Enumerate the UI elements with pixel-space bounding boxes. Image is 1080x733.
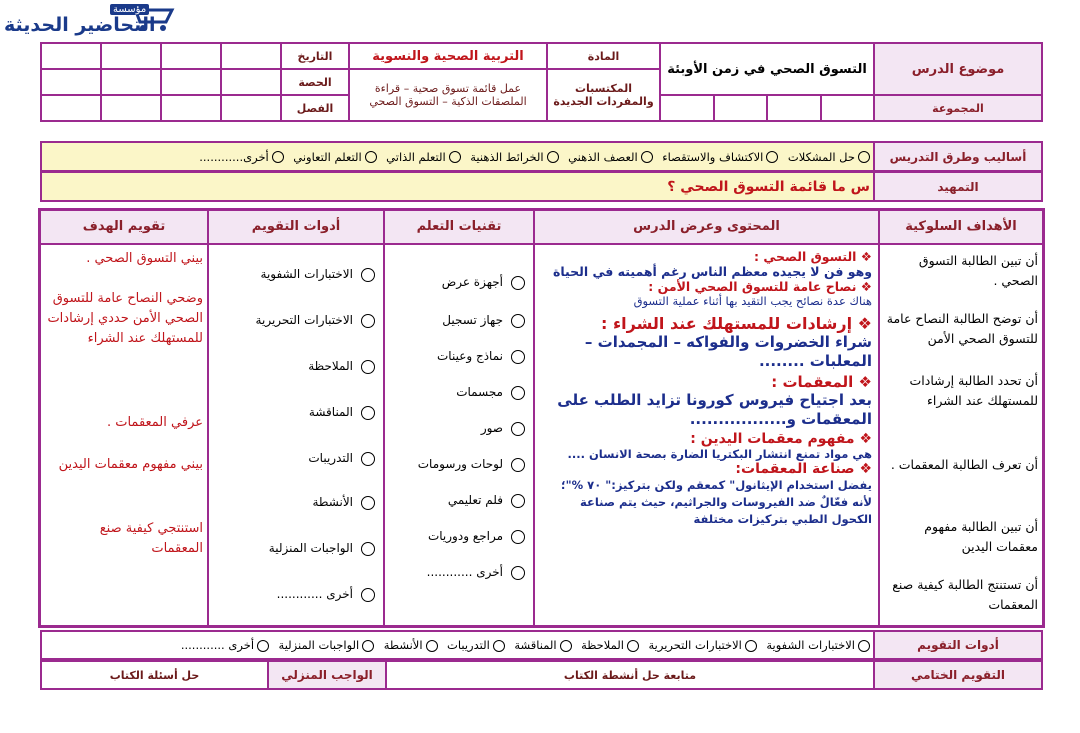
method-option[interactable]: الاكتشاف والاستقصاء <box>662 150 778 164</box>
radio-icon <box>362 640 374 652</box>
date-cell-2[interactable] <box>161 43 221 69</box>
date-cell-4[interactable] <box>41 43 101 69</box>
tool-option[interactable]: الواجبات المنزلية <box>269 541 375 556</box>
radio-icon <box>493 640 505 652</box>
radio-icon <box>511 458 525 472</box>
lesson-content <box>539 249 872 528</box>
goals-column <box>878 211 1042 625</box>
period-cell-1[interactable] <box>221 69 281 95</box>
goal-item: أن تعرف الطالبة المعقمات . <box>890 457 1038 472</box>
tool-option[interactable]: الملاحظة <box>308 359 375 374</box>
content-column <box>533 211 878 625</box>
group-cell-2[interactable] <box>767 95 821 121</box>
radio-icon <box>361 542 375 556</box>
lesson-info-table <box>40 42 1043 122</box>
radio-icon <box>511 530 525 544</box>
intro-label: التمهيد <box>874 172 1042 201</box>
tech-option[interactable]: صور <box>481 421 525 436</box>
eval-tool-option[interactable]: أخرى ............ <box>181 638 269 652</box>
radio-icon <box>426 640 438 652</box>
class-cell-1[interactable] <box>221 95 281 121</box>
content-text: وهو فن لا يجيده معظم الناس رغم أهميته في الحياة <box>552 264 872 279</box>
logo <box>0 0 180 42</box>
goal-item: أن تبين الطالبة مفهوم معقمات اليدين <box>924 519 1038 554</box>
content-heading: ❖ نصاح عامة للتسوق الصحي الأمن : <box>648 279 872 294</box>
tech-option[interactable]: فلم تعليمي <box>448 493 525 508</box>
method-option[interactable]: حل المشكلات <box>788 150 870 164</box>
acquisitions-label: المكتسبات والمفردات الجديدة <box>547 69 660 121</box>
radio-icon <box>858 640 870 652</box>
methods-table <box>40 141 1043 172</box>
group-cell-1[interactable] <box>821 95 875 121</box>
period-cell-4[interactable] <box>41 69 101 95</box>
radio-icon <box>361 360 375 374</box>
final-eval-value: متابعة حل أنشطة الكتاب <box>386 661 874 689</box>
tools-column <box>207 211 383 625</box>
eval-header: تقويم الهدف <box>41 211 207 245</box>
final-eval-label: التقويم الختامي <box>874 661 1042 689</box>
eval-item: بيني التسوق الصحي . <box>86 251 203 266</box>
logo-title: التحاضير الحديثة <box>4 14 156 36</box>
tech-option[interactable]: أخرى ............ <box>427 565 525 580</box>
goal-item: أن توضح الطالبة النصاح عامة للتسوق الصحي الأمن <box>886 311 1038 346</box>
tool-option[interactable]: الأنشطة <box>313 495 376 510</box>
method-option[interactable]: التعلم التعاوني <box>293 150 376 164</box>
tech-header: تقنيات التعلم <box>385 211 533 245</box>
group-label: المجموعة <box>874 95 1042 121</box>
group-cell-4[interactable] <box>660 95 714 121</box>
eval-tool-option[interactable]: الواجبات المنزلية <box>279 638 375 652</box>
radio-icon <box>361 406 375 420</box>
homework-label: الواجب المنزلي <box>268 661 386 689</box>
method-option[interactable]: العصف الذهني <box>568 150 653 164</box>
radio-icon <box>511 494 525 508</box>
acquisitions-value: عمل قائمة تسوق صحية – قراءة الملصقات الذكية – التسوق الصحي <box>349 69 547 121</box>
eval-tool-option[interactable]: التدريبات <box>447 638 505 652</box>
homework-value: حل أسئلة الكتاب <box>41 661 268 689</box>
date-cell-1[interactable] <box>221 43 281 69</box>
tech-option[interactable]: أجهزة عرض <box>442 275 525 290</box>
radio-icon <box>511 386 525 400</box>
eval-tool-option[interactable]: الأنشطة <box>384 638 438 652</box>
eval-tool-option[interactable]: الاختبارات التحريرية <box>648 638 756 652</box>
eval-item: عرفي المعقمات . <box>106 415 203 430</box>
class-label: الفصل <box>281 95 349 121</box>
content-text: يفضل استخدام الإيثانول" كمعقم ولكن بتركيز:" ٧٠ %"؛ لأنه فعّالٌ ضد الفيروسات والجراثيم، حيث يتم صناعة الكحول الطبي بتركيزات مختلفة <box>561 478 872 526</box>
goal-item: أن تستنتج الطالبة كيفية صنع المعقمات <box>892 577 1038 612</box>
eval-tools-options <box>41 631 874 659</box>
eval-tools-table <box>40 630 1043 660</box>
method-option[interactable]: أخرى............ <box>199 150 284 164</box>
intro-question: س ما قائمة التسوق الصحي ؟ <box>41 172 874 201</box>
eval-tool-option[interactable]: الاختبارات الشفوية <box>766 638 870 652</box>
content-text: هي مواد تمنع انتشار البكتريا الضارة بصحة الانسان .... <box>567 447 872 461</box>
subject-label: المادة <box>547 43 660 69</box>
date-label: التاريخ <box>281 43 349 69</box>
radio-icon <box>560 640 572 652</box>
radio-icon <box>361 588 375 602</box>
subject-value: التربية الصحية والنسوية <box>349 43 547 69</box>
tech-option[interactable]: مجسمات <box>456 385 525 400</box>
period-cell-3[interactable] <box>101 69 161 95</box>
radio-icon <box>627 640 639 652</box>
radio-icon <box>511 566 525 580</box>
eval-item: وضحي النصاح عامة للتسوق الصحي الأمن حددي إرشادات للمستهلك عند الشراء <box>47 291 203 346</box>
radio-icon <box>641 151 653 163</box>
radio-icon <box>511 422 525 436</box>
tools-header: أدوات التقويم <box>209 211 383 245</box>
class-cell-4[interactable] <box>41 95 101 121</box>
radio-icon <box>511 350 525 364</box>
goal-item: أن تحدد الطالبة إرشادات للمستهلك عند الشراء <box>909 373 1038 408</box>
content-heading: ❖ المعقمات : <box>771 373 872 391</box>
content-text: شراء الخضروات والفواكه – المجمدات – المعلبات ........ <box>584 333 872 370</box>
radio-icon <box>361 268 375 282</box>
lesson-title: التسوق الصحي في زمن الأوبئة <box>660 43 874 95</box>
tech-option[interactable]: مراجع ودوريات <box>428 529 525 544</box>
radio-icon <box>272 151 284 163</box>
final-eval-table <box>40 660 1043 690</box>
radio-icon <box>745 640 757 652</box>
group-cell-3[interactable] <box>714 95 768 121</box>
content-heading: ❖ التسوق الصحي : <box>753 249 872 264</box>
tool-option[interactable]: التدريبات <box>308 451 375 466</box>
class-cell-3[interactable] <box>101 95 161 121</box>
goals-header: الأهداف السلوكية <box>880 211 1042 245</box>
radio-icon <box>257 640 269 652</box>
date-cell-3[interactable] <box>101 43 161 69</box>
tool-option[interactable]: أخرى ............ <box>277 587 375 602</box>
tool-option[interactable]: المناقشة <box>309 405 375 420</box>
methods-label: أساليب وطرق التدريس <box>874 142 1042 171</box>
radio-icon <box>449 151 461 163</box>
eval-tool-option[interactable]: المناقشة <box>514 638 571 652</box>
content-text: هناك عدة نصائح يجب التقيد بها أثناء عملية التسوق <box>633 294 872 308</box>
radio-icon <box>361 452 375 466</box>
radio-icon <box>511 314 525 328</box>
radio-icon <box>361 314 375 328</box>
period-cell-2[interactable] <box>161 69 221 95</box>
eval-item: استنتجي كيفية صنع المعقمات <box>99 521 203 556</box>
goal-item: أن تبين الطالبة التسوق الصحي . <box>918 253 1038 288</box>
tool-option[interactable]: الاختبارات الشفوية <box>261 267 375 282</box>
tech-option[interactable]: نماذج وعينات <box>437 349 525 364</box>
eval-item: بيني مفهوم معقمات اليدين <box>58 457 203 472</box>
content-text: بعد اجتياح فيروس كورونا تزايد الطلب على المعقمات و................. <box>557 391 872 428</box>
content-header: المحتوى وعرض الدرس <box>535 211 878 245</box>
tech-option[interactable]: جهاز تسجيل <box>442 313 525 328</box>
method-option[interactable]: التعلم الذاتي <box>386 150 461 164</box>
tech-column <box>383 211 533 625</box>
methods-options <box>41 142 874 171</box>
lesson-body <box>38 208 1045 628</box>
period-label: الحصة <box>281 69 349 95</box>
eval-column <box>41 211 207 625</box>
lesson-label: موضوع الدرس <box>874 43 1042 95</box>
content-heading: ❖ إرشادات للمستهلك عند الشراء : <box>601 314 872 333</box>
logo-subtitle: مؤسسة <box>110 4 149 15</box>
content-heading: ❖ مفهوم معقمات اليدين : <box>690 431 872 447</box>
radio-icon <box>858 151 870 163</box>
tech-option[interactable]: لوحات ورسومات <box>418 457 525 472</box>
class-cell-2[interactable] <box>161 95 221 121</box>
intro-table <box>40 171 1043 202</box>
radio-icon <box>365 151 377 163</box>
method-option[interactable]: الخرائط الذهنية <box>470 150 558 164</box>
radio-icon <box>547 151 559 163</box>
radio-icon <box>766 151 778 163</box>
radio-icon <box>361 496 375 510</box>
content-heading: ❖ صناعة المعقمات: <box>735 461 872 477</box>
eval-tools-label: أدوات التقويم <box>874 631 1042 659</box>
tool-option[interactable]: الاختبارات التحريرية <box>256 313 375 328</box>
radio-icon <box>511 276 525 290</box>
eval-tool-option[interactable]: الملاحظة <box>581 638 639 652</box>
